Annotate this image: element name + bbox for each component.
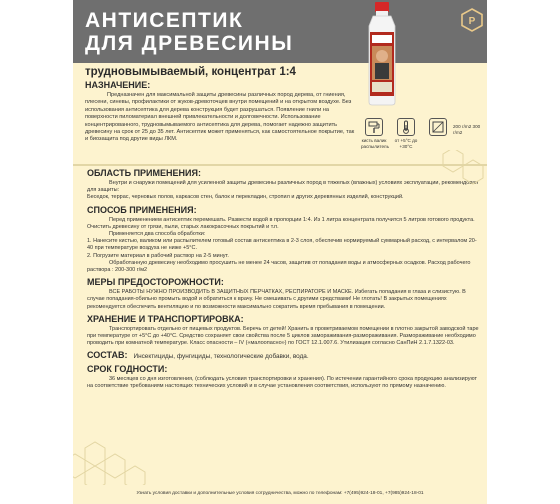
footer <box>73 485 487 504</box>
storage-text: Транспортировать отдельно от пищевых продуктов. Беречь от детей! Хранить в проветриваемом помещении в плотно закрытой заводской таре при температуре от +5°С до +40°С. Средство сохраняет свои свойства после 5 циклов замораживания-размораживания. Размораживание необходимо проводить при комнатной температуре. Класс опасности – IV («малоопасно») по ГОСТ 12.1.007.6. Утилизация согласно СанПиН 2.1.7.1322-03. <box>87 325 479 347</box>
feature-coverage-label: 200 г/m2 300 г/m2 <box>453 124 481 135</box>
shelf-text: 36 месяцев со дня изготовления, (соблюдать условия транспортировки и хранения). По истечении гарантийного срока продукцию анализируют на соответствие требованиям настоящих технических условий и в случае установления соответствия, используют по прямому назначению. <box>87 375 477 389</box>
purpose-block <box>85 80 355 144</box>
safety-heading: МЕРЫ ПРЕДОСТОРОЖНОСТИ: <box>87 277 224 288</box>
method-text-1: Перед применением антисептик перемешать. Развести водой в пропорции 1:4. Из 1 литра концентрата получится 5 литров готового продукта. Очистить древесину от грязи, пыли, старых лакокрасочных покрытий и т.п. <box>87 216 475 230</box>
title-line-1: АНТИСЕПТИК <box>85 9 244 32</box>
hexagon-pattern-icon <box>73 440 193 490</box>
brand-logo-icon <box>460 8 484 32</box>
product-sheet <box>73 0 487 504</box>
method-text-4: 2. Погрузите материал в рабочий раствор на 2-5 минут. <box>87 252 229 259</box>
product-subtitle: трудновымываемый, концентрат 1:4 <box>85 66 296 78</box>
title-line-2: ДЛЯ ДРЕВЕСИНЫ <box>85 32 294 55</box>
method-text-3: 1. Нанесите кистью, валиком или распылителем готовый состав антисептика в 2-3 слоя, обеспечив нормируемый суммарный расход, с интервалом 20-40 при температуре воздуха не ниже +5°С. <box>87 238 477 252</box>
feature-application-label: кисть валик распылитель <box>361 138 389 149</box>
logo-letter: Р <box>468 16 476 27</box>
composition-text: Инсектициды, фунгициды, технологические добавки, вода. <box>133 353 309 361</box>
safety-text: ВСЕ РАБОТЫ НУЖНО ПРОИЗВОДИТЬ В ЗАЩИТНЫХ ПЕРЧАТКАХ, РЕСПИРАТОРЕ И МАСКЕ. Избегать попадания в глаза и слизистую. В случае попадания-обильно промыть водой и обратиться к врачу. Не смешивать с другими средствами! Не глотать! В закрытых помещениях рекомендуется обеспечить вентиляцию и по возможности максимально сократить время пребывания в помещении. <box>87 289 466 310</box>
product-bottle-image <box>359 2 405 106</box>
hexagon-pattern-right-icon <box>403 150 487 190</box>
feature-application <box>361 118 387 149</box>
temperature-icon <box>397 118 415 136</box>
section-safety <box>87 277 479 311</box>
storage-heading: ХРАНЕНИЕ И ТРАНСПОРТИРОВКА: <box>87 313 244 324</box>
feature-temperature <box>393 118 419 149</box>
feature-temperature-label: от +5°С до +30°С <box>394 138 418 149</box>
feature-coverage <box>425 118 451 136</box>
area-text-1: Внутри и снаружи помещений для усиленной защиты древесины различных пород в тяжелых (влажных) условиях эксплуатации, рекомендован для защиты: <box>87 180 479 194</box>
method-text-5: Обработанную древесину необходимо просушить не менее 24 часов, защитив от попадания воды и атмосферных осадков. Расход рабочего раствора : 200-300 г/м2 <box>87 259 471 274</box>
purpose-text: Предназначен для максимальной защиты древесины различных пород дерева, от гниения, плесени, синевы, профилактики от жуков-древоточцев внутри помещений и на открытом воздухе. Без использования антисептика для дерева конструкция будет разрушаться. Появление гнили на поверхности пиломатериал внешней привлекательности и долговечности. Использование концентрированного, трудновымываемого антисептика для дерева, помогает надежно защитить древесину на срок от 25 до 35 лет. Антисептик может применяться, как самостоятельное покрытие, так и биозащита под другие виды ЛКМ. <box>85 92 355 143</box>
section-storage <box>87 314 479 348</box>
purpose-heading: НАЗНАЧЕНИЕ: <box>85 80 151 90</box>
area-heading: ОБЛАСТЬ ПРИМЕНЕНИЯ: <box>87 168 201 178</box>
method-heading: СПОСОБ ПРИМЕНЕНИЯ: <box>87 204 197 215</box>
shelf-heading: СРОК ГОДНОСТИ: <box>87 363 168 374</box>
product-title <box>85 9 293 55</box>
header-band <box>73 0 487 63</box>
coverage-icon <box>429 118 447 136</box>
section-method <box>87 205 479 275</box>
area-text-2: Беседок, террас, черновых полов, каркасов стен, балок и перекладин, стропил и других деревянных изделий, конструкций. <box>87 194 404 201</box>
footer-contacts: Узнать условия доставки и дополнительные условия сотрудничества, можно по телефонам: +7(495)924-18-01, +7(985)924-18-01 <box>136 491 424 496</box>
section-shelf-life <box>87 364 479 390</box>
method-text-2: Применяется два способа обработки: <box>109 231 206 238</box>
composition-heading: СОСТАВ: <box>87 350 128 361</box>
brush-roller-icon <box>365 118 383 136</box>
instructions-body <box>87 168 479 393</box>
section-composition <box>87 350 479 360</box>
